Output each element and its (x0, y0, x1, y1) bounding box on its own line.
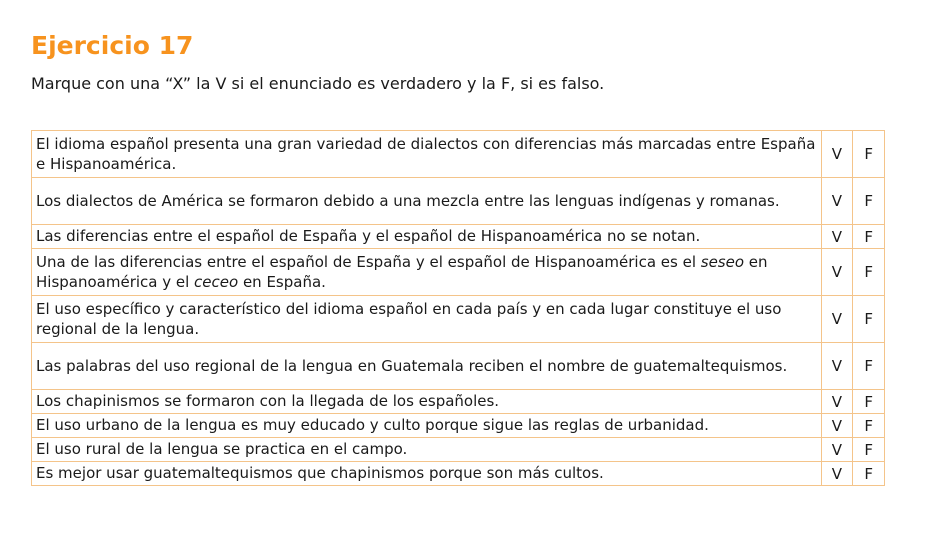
false-option[interactable]: F (853, 131, 885, 178)
false-option[interactable]: F (853, 225, 885, 249)
true-option[interactable]: V (821, 343, 853, 390)
true-option[interactable]: V (821, 438, 853, 462)
false-option[interactable]: F (853, 249, 885, 296)
table-row (32, 296, 885, 343)
statement-text: El uso urbano de la lengua es muy educado y culto porque sigue las reglas de urbanidad. (32, 414, 822, 438)
exercise-instructions: Marque con una “X” la V si el enunciado es verdadero y la F, si es falso. (31, 74, 605, 93)
statement-text: Los chapinismos se formaron con la llegada de los españoles. (32, 390, 822, 414)
statement-text: El uso rural de la lengua se practica en el campo. (32, 438, 822, 462)
exercise-title: Ejercicio 17 (31, 31, 194, 60)
statement-text: El uso específico y característico del idioma español en cada país y en cada lugar constituye el uso regional de la lengua. (32, 296, 822, 343)
table-row (32, 438, 885, 462)
statement-text: Es mejor usar guatemaltequismos que chapinismos porque son más cultos. (32, 462, 822, 486)
table-row (32, 390, 885, 414)
statement-italic-term: seseo (700, 252, 745, 271)
true-option[interactable]: V (821, 390, 853, 414)
false-option[interactable]: F (853, 343, 885, 390)
true-option[interactable]: V (821, 131, 853, 178)
statement-text-part: Una de las diferencias entre el español de España y el español de Hispanoamérica es el (36, 252, 701, 271)
statement-text: Las palabras del uso regional de la lengua en Guatemala reciben el nombre de guatemaltequismos. (32, 343, 822, 390)
true-option[interactable]: V (821, 462, 853, 486)
table-row (32, 225, 885, 249)
statement-text: Los dialectos de América se formaron debido a una mezcla entre las lenguas indígenas y romanas. (32, 178, 822, 225)
false-option[interactable]: F (853, 462, 885, 486)
table-row (32, 178, 885, 225)
statement-text: Las diferencias entre el español de España y el español de Hispanoamérica no se notan. (32, 225, 822, 249)
table-row (32, 249, 885, 296)
true-false-table (31, 130, 885, 486)
false-option[interactable]: F (853, 178, 885, 225)
statement-text: El idioma español presenta una gran variedad de dialectos con diferencias más marcadas entre España e Hispanoamérica. (32, 131, 822, 178)
true-option[interactable]: V (821, 249, 853, 296)
false-option[interactable]: F (853, 390, 885, 414)
statement-text (32, 249, 822, 296)
table-row (32, 131, 885, 178)
false-option[interactable]: F (853, 296, 885, 343)
false-option[interactable]: F (853, 438, 885, 462)
true-option[interactable]: V (821, 414, 853, 438)
statement-italic-term: ceceo (194, 272, 239, 291)
true-option[interactable]: V (821, 178, 853, 225)
statement-text-part: en Hispanoamérica y el (36, 252, 768, 291)
table-row (32, 414, 885, 438)
table-row (32, 462, 885, 486)
true-option[interactable]: V (821, 296, 853, 343)
table-row (32, 343, 885, 390)
statement-text-part: en España. (238, 272, 326, 291)
true-option[interactable]: V (821, 225, 853, 249)
false-option[interactable]: F (853, 414, 885, 438)
